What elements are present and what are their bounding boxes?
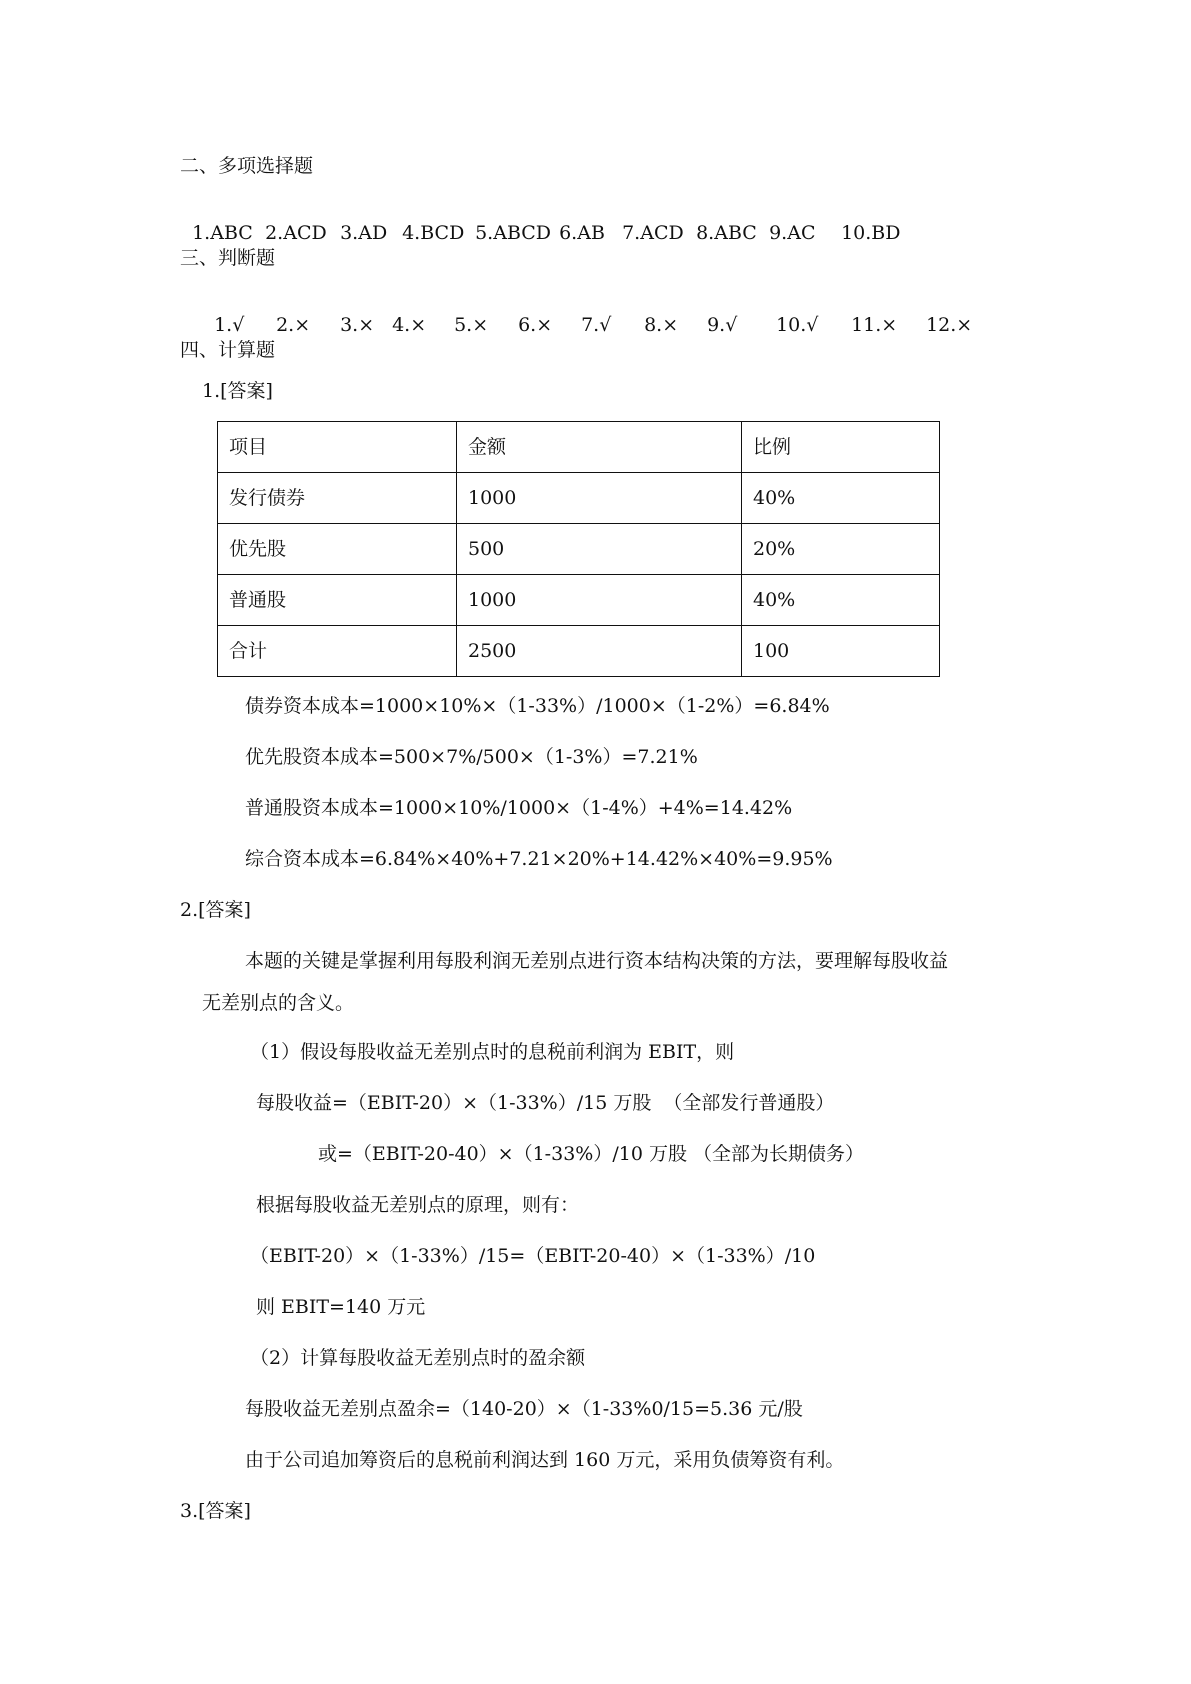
weighted-cost-formula: 综合资本成本=6.84%×40%+7.21×20%+14.42%×40%=9.95% (245, 848, 833, 870)
answer-item: 12.× (926, 314, 973, 336)
q2-surplus-formula: 每股收益无差别点盈余=（140-20）×（1-33%0/15=5.36 元/股 (245, 1398, 803, 1420)
q2-conclusion: 由于公司追加筹资后的息税前利润达到 160 万元，采用负债筹资有利。 (245, 1449, 845, 1471)
table-cell: 100 (742, 626, 940, 677)
common-cost-formula: 普通股资本成本=1000×10%/1000×（1-4%）+4%=14.42% (245, 797, 793, 819)
table-cell: 40% (742, 473, 940, 524)
section-heading-calculation: 四、计算题 (180, 339, 276, 361)
answer-item: 11.× (851, 314, 898, 336)
q2-principle: 根据每股收益无差别点的原理，则有： (256, 1194, 580, 1216)
table-header-row (218, 422, 940, 473)
answer-item: 6.× (518, 314, 553, 336)
table-cell: 40% (742, 575, 940, 626)
answer-item: 3.AD (340, 222, 388, 244)
answer-item: 10.√ (776, 314, 819, 336)
q2-step1: （1）假设每股收益无差别点时的息税前利润为 EBIT，则 (250, 1041, 735, 1063)
q2-paragraph-line: 无差别点的含义。 (202, 992, 355, 1014)
q2-paragraph-line: 本题的关键是掌握利用每股利润无差别点进行资本结构决策的方法，要理解每股收益 (245, 950, 949, 972)
answer-item: 7.ACD (622, 222, 684, 244)
answer-item: 1.ABC (192, 222, 253, 244)
capital-structure-table (217, 421, 940, 677)
table-row (218, 473, 940, 524)
answer-item: 6.AB (559, 222, 605, 244)
answer-item: 5.ABCD (475, 222, 552, 244)
table-cell: 普通股 (218, 575, 457, 626)
q2-result: 则 EBIT=140 万元 (256, 1296, 426, 1318)
q2-eps-formula-alt: 或=（EBIT-20-40）×（1-33%）/10 万股 （全部为长期债务） (318, 1143, 864, 1165)
answer-item: 8.ABC (696, 222, 757, 244)
table-cell: 500 (457, 524, 742, 575)
table-cell: 1000 (457, 473, 742, 524)
table-cell: 合计 (218, 626, 457, 677)
answer-item: 4.BCD (402, 222, 465, 244)
table-header-cell: 比例 (742, 422, 940, 473)
table-cell: 优先股 (218, 524, 457, 575)
table-cell: 发行债券 (218, 473, 457, 524)
section-heading-multiple-choice: 二、多项选择题 (180, 155, 314, 177)
table-header-cell: 金额 (457, 422, 742, 473)
answer-item: 9.√ (707, 314, 738, 336)
bond-cost-formula: 债券资本成本=1000×10%×（1-33%）/1000×（1-2%）=6.84% (245, 695, 830, 717)
answer-item: 10.BD (841, 222, 901, 244)
multiple-choice-answers (180, 194, 901, 246)
answer-item: 2.ACD (265, 222, 327, 244)
q2-equation: （EBIT-20）×（1-33%）/15=（EBIT-20-40）×（1-33%）/10 (250, 1245, 816, 1267)
answer-item: 3.× (340, 314, 375, 336)
answer-item: 4.× (392, 314, 427, 336)
table-cell: 2500 (457, 626, 742, 677)
q2-eps-formula: 每股收益=（EBIT-20）×（1-33%）/15 万股 （全部发行普通股） (256, 1092, 835, 1114)
answer-item: 8.× (644, 314, 679, 336)
preferred-cost-formula: 优先股资本成本=500×7%/500×（1-3%）=7.21% (245, 746, 698, 768)
table-row (218, 575, 940, 626)
table-cell: 1000 (457, 575, 742, 626)
q3-answer-label: 3.[答案] (180, 1500, 251, 1522)
q2-step2: （2）计算每股收益无差别点时的盈余额 (250, 1347, 586, 1369)
q1-answer-label: 1.[答案] (202, 380, 273, 402)
answer-item: 9.AC (769, 222, 816, 244)
table-row (218, 626, 940, 677)
table-cell: 20% (742, 524, 940, 575)
answer-item: 1.√ (214, 314, 245, 336)
table-header-cell: 项目 (218, 422, 457, 473)
section-heading-true-false: 三、判断题 (180, 247, 276, 269)
answer-item: 5.× (454, 314, 489, 336)
answer-item: 7.√ (581, 314, 612, 336)
true-false-answers (202, 286, 972, 338)
table-row (218, 524, 940, 575)
q2-answer-label: 2.[答案] (180, 899, 251, 921)
answer-item: 2.× (276, 314, 311, 336)
